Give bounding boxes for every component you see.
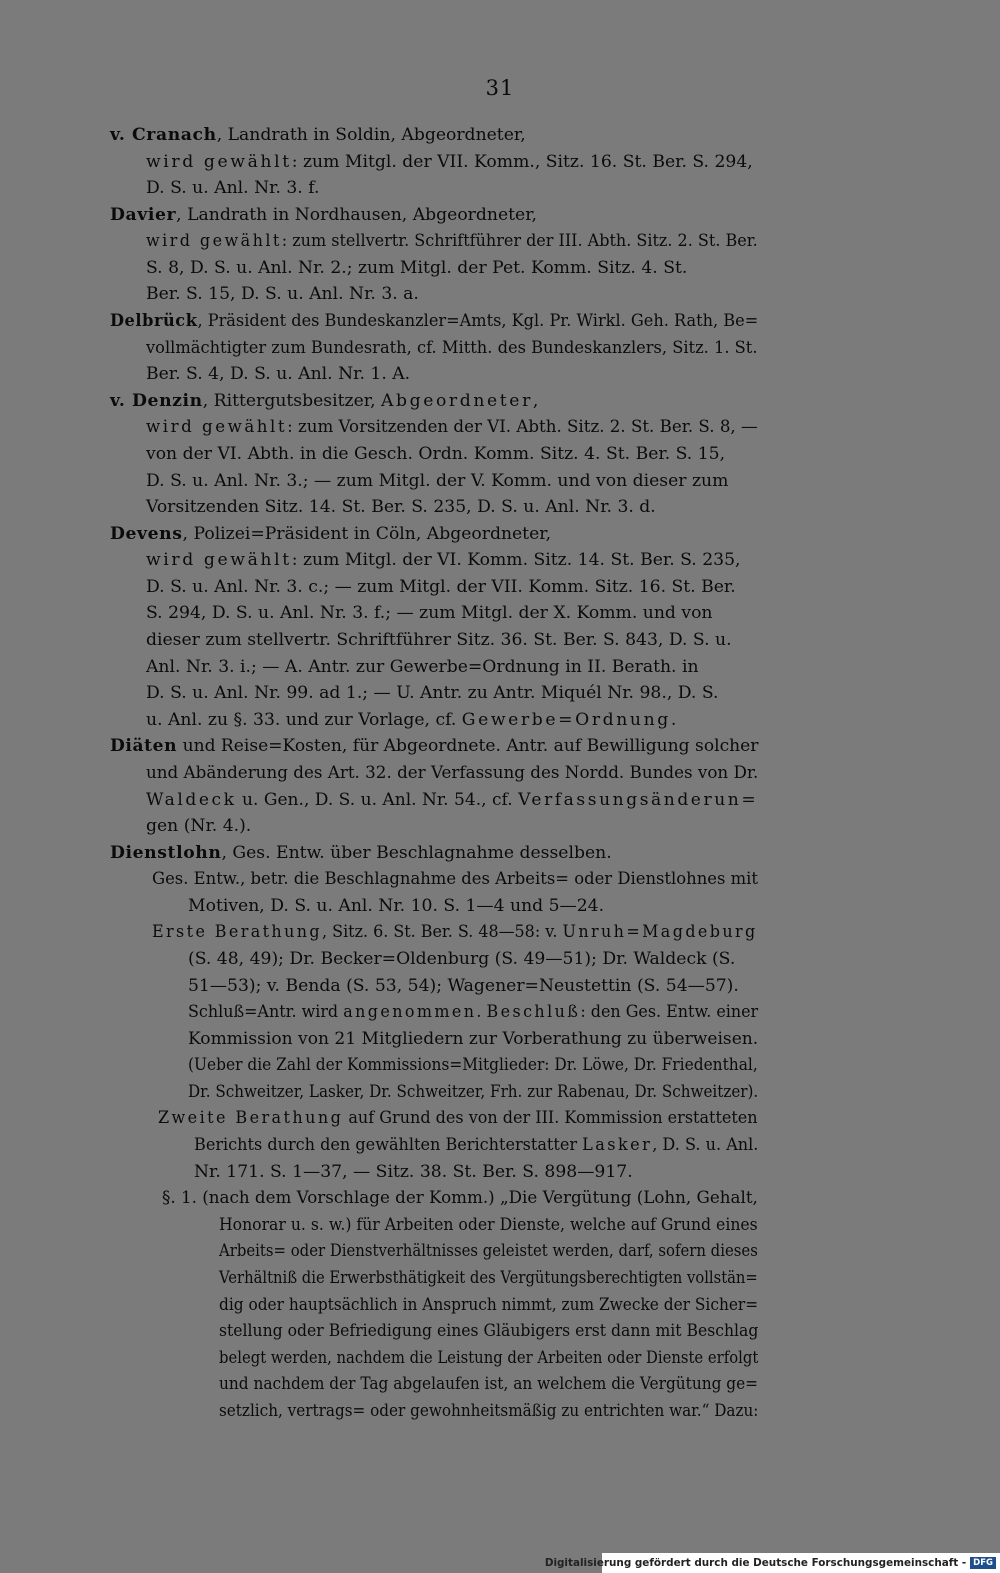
page-number: 31: [485, 76, 515, 100]
line-text: , Rittergutsbesitzer,: [202, 390, 381, 411]
text-line: [110, 521, 551, 548]
line-text: Vorsitzenden Sitz. 14. St. Ber. S. 235, D. S. u. Anl. Nr. 3. d.: [146, 497, 656, 518]
spaced-emphasis: Beschluß: [486, 1002, 581, 1023]
spaced-emphasis: Verfassungsänderun=: [518, 789, 759, 810]
entry-headword: v. Cranach: [110, 125, 217, 145]
text-line: [110, 840, 612, 867]
line-text: Ber. S. 4, D. S. u. Anl. Nr. 1. A.: [146, 364, 411, 385]
spaced-emphasis: Abgeordneter: [381, 390, 533, 411]
text-line: [146, 441, 725, 468]
text-line: [188, 999, 758, 1026]
line-text: , D. S. u. Anl.: [652, 1135, 759, 1156]
line-text: , Landrath in Nordhausen, Abgeordneter,: [176, 204, 537, 225]
text-line: [188, 1079, 758, 1106]
line-text: S. 8, D. S. u. Anl. Nr. 2.; zum Mitgl. der Pet. Komm. Sitz. 4. St.: [146, 257, 688, 278]
line-text: ,: [532, 390, 539, 411]
text-line: [110, 733, 758, 760]
line-text: , Sitz. 6. St. Ber. S. 48—58: v.: [322, 922, 563, 943]
text-line: [146, 813, 251, 840]
text-line: [110, 308, 758, 335]
line-text: dieser zum stellvertr. Schriftführer Sitz. 36. St. Ber. S. 843, D. S. u.: [146, 630, 732, 651]
text-line: [146, 468, 728, 495]
line-text: Ber. S. 15, D. S. u. Anl. Nr. 3. a.: [146, 284, 419, 305]
line-text: , Polizei=Präsident in Cöln, Abgeordneter,: [182, 523, 552, 544]
line-text: vollmächtigter zum Bundesrath, cf. Mitth. des Bundeskanzlers, Sitz. 1. St.: [146, 337, 758, 358]
line-text: , Ges. Entw. über Beschlagnahme desselben.: [221, 842, 612, 863]
line-text: Honorar u. s. w.) für Arbeiten oder Dienste, welche auf Grund eines: [219, 1214, 758, 1235]
text-line: [188, 1052, 758, 1079]
entry-headword: v. Denzin: [110, 390, 203, 411]
text-line: [219, 1345, 758, 1372]
spaced-emphasis: Erste Berathung: [152, 922, 323, 943]
dfg-logo-icon: DFG: [970, 1557, 996, 1569]
text-line: [188, 946, 735, 973]
line-text: : den Ges. Entw. einer: [580, 1002, 759, 1023]
line-text: , Präsident des Bundeskanzler=Amts, Kgl. Pr. Wirkl. Geh. Rath, Be=: [197, 311, 759, 332]
line-text: gen (Nr. 4.).: [146, 816, 252, 837]
line-text: u. Gen., D. S. u. Anl. Nr. 54., cf.: [236, 789, 519, 810]
text-line: [146, 175, 319, 202]
text-line: [146, 255, 687, 282]
line-text: setzlich, vertrags= oder gewohnheitsmäßig zu entrichten war.“ Dazu:: [219, 1400, 759, 1421]
line-text: : zum Mitgl. der VII. Komm., Sitz. 16. St. Ber. S. 294,: [291, 151, 753, 172]
line-text: Verhältniß die Erwerbsthätigkeit des Vergütungsberechtigten vollstän=: [219, 1267, 758, 1288]
line-text: : zum stellvertr. Schriftführer der III. Abth. Sitz. 2. St. Ber.: [281, 231, 758, 252]
text-line: [188, 1026, 758, 1053]
text-line: [146, 361, 410, 388]
spaced-emphasis: Unruh=Magdeburg: [562, 922, 758, 943]
spaced-emphasis: angenommen: [343, 1002, 477, 1023]
text-line: [219, 1318, 758, 1345]
line-text: Kommission von 21 Mitgliedern zur Vorberathung zu überweisen.: [188, 1028, 759, 1049]
text-line: [146, 787, 758, 814]
text-line: [152, 866, 758, 893]
line-text: D. S. u. Anl. Nr. 99. ad 1.; — U. Antr. zu Antr. Miquél Nr. 98., D. S.: [146, 683, 719, 704]
text-line: [110, 388, 538, 415]
text-line: [219, 1265, 758, 1292]
spaced-emphasis: Zweite Berathung: [158, 1108, 344, 1129]
text-line: [146, 494, 656, 521]
entry-headword: Delbrück: [110, 311, 198, 332]
text-line: [219, 1238, 758, 1265]
line-text: Arbeits= oder Dienstverhältnisses geleistet werden, darf, sofern dieses: [219, 1241, 758, 1262]
text-line: [146, 414, 758, 441]
spaced-emphasis: wird gewählt: [146, 231, 282, 252]
text-line: [146, 707, 676, 734]
line-text: , Landrath in Soldin, Abgeordneter,: [216, 125, 526, 145]
text-line: [158, 1105, 758, 1132]
spaced-emphasis: Waldeck: [146, 789, 237, 810]
text-line: [146, 281, 419, 308]
spaced-emphasis: Gewerbe=Ordnung: [461, 709, 671, 730]
text-line: [188, 973, 739, 1000]
digitization-footer: [544, 1553, 1000, 1573]
line-text: belegt werden, nachdem die Leistung der Arbeiten oder Dienste erfolgt: [219, 1347, 759, 1368]
text-line: [219, 1371, 758, 1398]
line-text: D. S. u. Anl. Nr. 3.; — zum Mitgl. der V. Komm. und von dieser zum: [146, 470, 729, 491]
line-text: S. 294, D. S. u. Anl. Nr. 3. f.; — zum Mitgl. der X. Komm. und von: [146, 603, 713, 624]
entry-headword: Devens: [110, 523, 183, 544]
text-line: [194, 1132, 758, 1159]
line-text: Anl. Nr. 3. i.; — A. Antr. zur Gewerbe=Ordnung in II. Berath. in: [146, 656, 699, 677]
text-line: [146, 335, 758, 362]
line-text: Ges. Entw., betr. die Beschlagnahme des Arbeits= oder Dienstlohnes mit: [152, 869, 759, 890]
line-text: (S. 48, 49); Dr. Becker=Oldenburg (S. 49—51); Dr. Waldeck (S.: [188, 948, 736, 969]
entry-headword: Dienstlohn: [110, 842, 222, 863]
text-line: [146, 654, 699, 681]
line-text: (Ueber die Zahl der Kommissions=Mitglieder: Dr. Löwe, Dr. Friedenthal,: [188, 1055, 758, 1076]
line-text: von der VI. Abth. in die Gesch. Ordn. Komm. Sitz. 4. St. Ber. S. 15,: [146, 443, 726, 464]
text-line: [152, 919, 758, 946]
text-line: [110, 202, 537, 229]
text-line: [219, 1292, 758, 1319]
line-text: .: [476, 1002, 487, 1023]
text-line: [146, 574, 736, 601]
spaced-emphasis: Lasker: [582, 1135, 653, 1156]
spaced-emphasis: wird gewählt: [146, 151, 292, 172]
line-text: Dr. Schweitzer, Lasker, Dr. Schweitzer, Frh. zur Rabenau, Dr. Schweitzer).: [188, 1081, 759, 1102]
text-line: [110, 122, 526, 149]
line-text: und Reise=Kosten, für Abgeordnete. Antr. auf Bewilligung solcher: [177, 736, 759, 757]
line-text: : zum Mitgl. der VI. Komm. Sitz. 14. St. Ber. S. 235,: [291, 550, 741, 571]
footer-credit: Digitalisierung gefördert durch die Deutsche Forschungsgemeinschaft -: [544, 1557, 967, 1569]
text-line: [188, 893, 604, 920]
text-line: [146, 680, 718, 707]
text-line: [219, 1212, 758, 1239]
line-text: D. S. u. Anl. Nr. 3. f.: [146, 178, 320, 199]
line-text: 51—53); v. Benda (S. 53, 54); Wagener=Neustettin (S. 54—57).: [188, 975, 739, 996]
entry-headword: Davier: [110, 204, 177, 225]
line-text: : zum Vorsitzenden der VI. Abth. Sitz. 2. St. Ber. S. 8, —: [287, 417, 758, 438]
spaced-emphasis: wird gewählt: [146, 550, 292, 571]
text-line: [146, 228, 758, 255]
line-text: u. Anl. zu §. 33. und zur Vorlage, cf.: [146, 709, 462, 730]
text-line: [194, 1159, 633, 1186]
line-text: Motiven, D. S. u. Anl. Nr. 10. S. 1—4 und 5—24.: [188, 895, 605, 916]
line-text: Schluß=Antr. wird: [188, 1002, 344, 1023]
line-text: auf Grund des von der III. Kommission erstatteten: [343, 1108, 758, 1129]
line-text: dig oder hauptsächlich in Anspruch nimmt, zum Zwecke der Sicher=: [219, 1294, 759, 1315]
text-line: [146, 627, 732, 654]
line-text: §. 1. (nach dem Vorschlage der Komm.) „Die Vergütung (Lohn, Gehalt,: [162, 1188, 758, 1209]
text-line: [146, 600, 713, 627]
line-text: .: [670, 709, 677, 730]
text-line: [219, 1398, 758, 1425]
line-text: D. S. u. Anl. Nr. 3. c.; — zum Mitgl. der VII. Komm. Sitz. 16. St. Ber.: [146, 576, 736, 597]
line-text: Nr. 171. S. 1—37, — Sitz. 38. St. Ber. S. 898—917.: [194, 1161, 633, 1182]
line-text: stellung oder Befriedigung eines Gläubigers erst dann mit Beschlag: [219, 1321, 759, 1342]
entry-headword: Diäten: [110, 736, 178, 757]
line-text: Berichts durch den gewählten Berichterstatter: [194, 1135, 583, 1156]
spaced-emphasis: wird gewählt: [146, 417, 288, 438]
text-line: [162, 1185, 758, 1212]
text-line: [146, 149, 753, 176]
text-line: [146, 547, 740, 574]
text-line: [146, 760, 758, 787]
line-text: und Abänderung des Art. 32. der Verfassung des Nordd. Bundes von Dr.: [146, 762, 759, 783]
line-text: und nachdem der Tag abgelaufen ist, an welchem die Vergütung ge=: [219, 1374, 759, 1395]
